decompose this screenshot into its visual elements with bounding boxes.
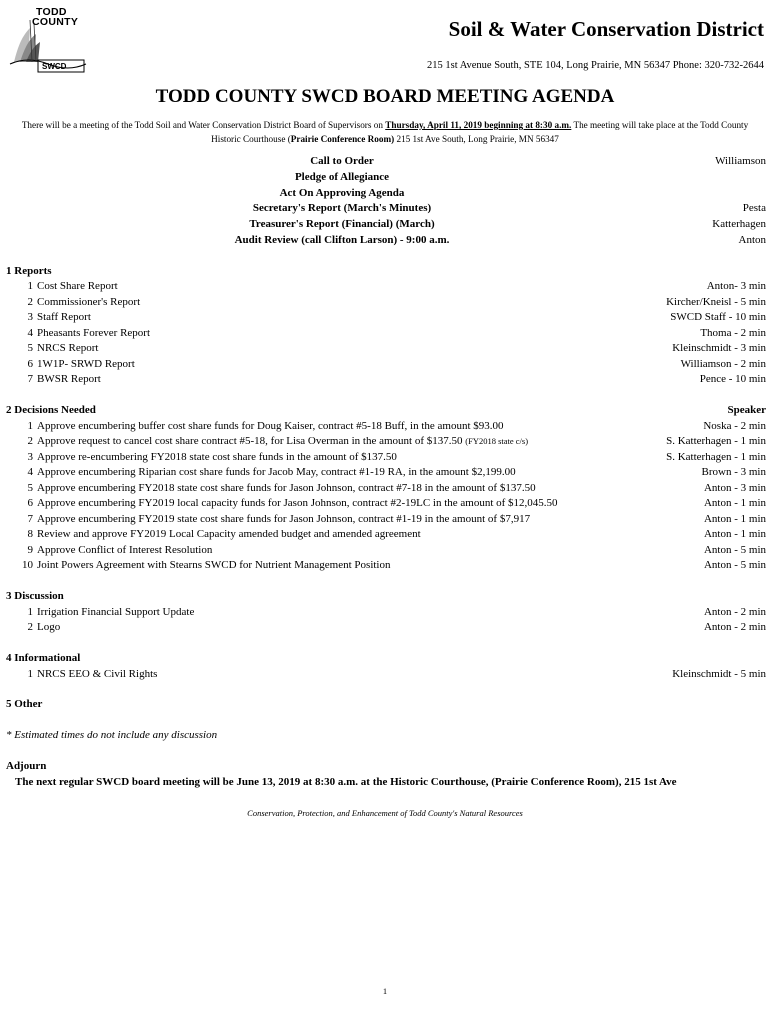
opening-item: Treasurer's Report (Financial) (March)	[249, 218, 435, 231]
item-presenter: Williamson - 2 min	[680, 357, 766, 370]
item-text-main: Approve re-encumbering FY2018 state cost share funds in the amount of $137.50	[37, 450, 397, 463]
agenda-row	[0, 513, 770, 528]
item-number: 9	[27, 543, 33, 556]
logo-text-swcd: SWCD	[42, 62, 67, 71]
item-number: 3	[27, 450, 33, 463]
item-presenter: Brown - 3 min	[701, 466, 766, 478]
item-number: 1	[27, 280, 33, 292]
item-number: 7	[27, 512, 33, 525]
item-presenter: Anton - 3 min	[703, 481, 766, 494]
agenda-row	[0, 482, 770, 497]
item-presenter: S. Katterhagen - 1 min	[666, 450, 766, 463]
logo-text-todd: TODD	[36, 6, 67, 18]
item-text	[37, 544, 212, 556]
opening-row	[0, 155, 770, 171]
opening-row	[0, 218, 770, 234]
item-number: 6	[27, 497, 33, 509]
meeting-intro	[6, 118, 764, 146]
item-number: 2	[27, 435, 33, 447]
agenda-row	[0, 342, 770, 357]
item-text-main: Approve encumbering FY2019 state cost share funds for Jason Johnson, contract #1-19 in the amount of $7,917	[37, 512, 531, 525]
agenda-row	[0, 358, 770, 373]
item-number: 2	[27, 621, 33, 633]
item-number: 4	[27, 326, 33, 339]
item-presenter: Noska - 2 min	[703, 419, 766, 432]
item-number: 1	[27, 419, 33, 432]
item-text	[37, 435, 528, 447]
item-number: 5	[27, 481, 33, 494]
item-number: 1	[27, 667, 33, 680]
item-presenter: Anton - 2 min	[703, 605, 766, 618]
item-presenter: Anton - 2 min	[703, 621, 766, 633]
opening-item: Audit Review (call Clifton Larson) - 9:00 a.m.	[234, 233, 450, 246]
item-text-main: Approve Conflict of Interest Resolution	[37, 543, 213, 556]
item-text: NRCS Report	[37, 342, 99, 354]
item-text: Cost Share Report	[37, 280, 118, 292]
item-text: BWSR Report	[37, 373, 101, 385]
intro-after: 215 1st Ave South, Long Prairie, MN 56347	[394, 134, 559, 144]
item-text	[37, 420, 504, 432]
agenda-row	[0, 621, 770, 636]
speaker-column-label: Speaker	[727, 404, 766, 416]
item-presenter: Anton - 5 min	[703, 559, 766, 571]
item-text-main: Approve encumbering buffer cost share funds for Doug Kaiser, contract #5-18 Buff, in the amount $93.00	[37, 419, 504, 432]
intro-room: Prairie Conference Room)	[290, 134, 395, 144]
opening-row	[0, 187, 770, 203]
agenda-row	[0, 606, 770, 621]
opening-presenter: Pesta	[742, 202, 766, 215]
item-text-main: Approve encumbering FY2018 state cost share funds for Jason Johnson, contract #7-18 in the amount of $137.50	[37, 481, 536, 494]
opening-items	[0, 155, 770, 250]
section-heading-informational: 4 Informational	[6, 652, 81, 664]
agenda-row	[0, 435, 770, 450]
opening-row	[0, 202, 770, 218]
item-text: Pheasants Forever Report	[37, 326, 151, 339]
item-text-main: Approve encumbering Riparian cost share funds for Jacob May, contract #1-19 RA, in the amount $2,199.00	[37, 466, 516, 478]
next-meeting-text: The next regular SWCD board meeting will be June 13, 2019 at 8:30 a.m. at the Historic Courthouse, (Prairie Conference Room), 215 1st Ave	[15, 776, 677, 788]
agenda-row	[0, 451, 770, 466]
item-number: 2	[27, 295, 33, 308]
agenda-row	[0, 559, 770, 574]
footer-tagline: Conservation, Protection, and Enhancement of Todd County's Natural Resources	[247, 808, 523, 818]
adjourn-heading: Adjourn	[6, 760, 47, 772]
opening-item: Secretary's Report (March's Minutes)	[252, 202, 432, 215]
item-text: 1W1P- SRWD Report	[37, 357, 135, 370]
item-presenter: Anton - 1 min	[703, 512, 766, 525]
item-presenter: Pence - 10 min	[699, 373, 766, 385]
item-number: 6	[27, 357, 33, 370]
item-text: Logo	[37, 621, 61, 633]
item-presenter: Kleinschmidt - 3 min	[672, 342, 766, 354]
item-number: 3	[27, 311, 33, 323]
logo-text-county: COUNTY	[32, 16, 79, 28]
item-text-note: (FY2018 state c/s)	[465, 436, 529, 446]
item-presenter: Anton - 5 min	[703, 543, 766, 556]
item-text	[37, 466, 516, 478]
opening-item: Call to Order	[310, 155, 374, 167]
item-text-main: Review and approve FY2019 Local Capacity amended budget and amended agreement	[37, 528, 421, 540]
opening-presenter: Anton	[738, 233, 766, 246]
agenda-row	[0, 544, 770, 559]
agenda-row	[0, 420, 770, 435]
item-text	[37, 497, 558, 509]
intro-middle: The meeting will take place at the Todd County Historic Courthouse (	[211, 120, 749, 144]
section-heading-reports: 1 Reports	[6, 265, 52, 277]
page-number: 1	[382, 986, 388, 996]
item-presenter: S. Katterhagen - 1 min	[666, 435, 766, 447]
opening-item: Act On Approving Agenda	[279, 186, 405, 199]
intro-date: Thursday, April 11, 2019 beginning at 8:30 a.m.	[385, 120, 572, 130]
item-text: Staff Report	[37, 311, 91, 323]
intro-before: There will be a meeting of the Todd Soil and Water Conservation District Board of Supervisors on	[21, 120, 386, 130]
item-text-main: Approve encumbering FY2019 local capacity funds for Jason Johnson, contract #2-19LC in the amount of $12,045.50	[37, 497, 558, 509]
item-presenter: SWCD Staff - 10 min	[670, 311, 766, 323]
agenda-row	[0, 528, 770, 543]
item-number: 5	[27, 342, 33, 354]
item-text	[37, 559, 390, 571]
item-number: 7	[27, 373, 33, 385]
item-text: NRCS EEO & Civil Rights	[37, 667, 158, 680]
item-number: 10	[22, 559, 33, 571]
agenda-row	[0, 280, 770, 295]
section-heading-discussion: 3 Discussion	[6, 590, 64, 602]
agenda-row	[0, 668, 770, 683]
opening-row	[0, 234, 770, 250]
agenda-row	[0, 311, 770, 326]
item-text	[37, 451, 397, 463]
item-text: Irrigation Financial Support Update	[37, 605, 195, 618]
org-address: 215 1st Avenue South, STE 104, Long Prairie, MN 56347 Phone: 320-732-2644	[427, 60, 764, 71]
item-number: 4	[27, 466, 33, 478]
agenda-row	[0, 497, 770, 512]
opening-item: Pledge of Allegiance	[294, 170, 390, 183]
item-text-main: Joint Powers Agreement with Stearns SWCD for Nutrient Management Position	[37, 559, 391, 571]
item-text	[37, 482, 536, 494]
item-presenter: Anton- 3 min	[706, 280, 766, 292]
swcd-logo	[8, 6, 88, 74]
item-presenter: Kleinschmidt - 5 min	[672, 667, 766, 680]
item-presenter: Kircher/Kneisl - 5 min	[666, 295, 766, 308]
section-heading-decisions: 2 Decisions Needed	[6, 404, 96, 416]
item-text	[37, 513, 530, 525]
opening-presenter: Williamson	[715, 155, 766, 167]
item-text: Commissioner's Report	[37, 295, 141, 308]
opening-row	[0, 171, 770, 187]
item-presenter: Anton - 1 min	[703, 528, 766, 540]
item-text-main: Approve request to cancel cost share contract #5-18, for Lisa Overman in the amount of $137.50	[37, 435, 466, 447]
item-number: 8	[27, 528, 33, 540]
agenda-row	[0, 327, 770, 342]
item-number: 1	[27, 605, 33, 618]
org-name: Soil & Water Conservation District	[448, 17, 764, 41]
page-title: TODD COUNTY SWCD BOARD MEETING AGENDA	[155, 86, 615, 107]
item-presenter: Thoma - 2 min	[700, 326, 766, 339]
opening-presenter: Katterhagen	[712, 218, 766, 231]
agenda-row	[0, 296, 770, 311]
section-heading-other: 5 Other	[6, 698, 43, 710]
agenda-row	[0, 373, 770, 388]
item-presenter: Anton - 1 min	[703, 497, 766, 509]
item-text	[37, 528, 421, 540]
agenda-row	[0, 466, 770, 481]
estimated-times-note: * Estimated times do not include any discussion	[6, 729, 218, 741]
